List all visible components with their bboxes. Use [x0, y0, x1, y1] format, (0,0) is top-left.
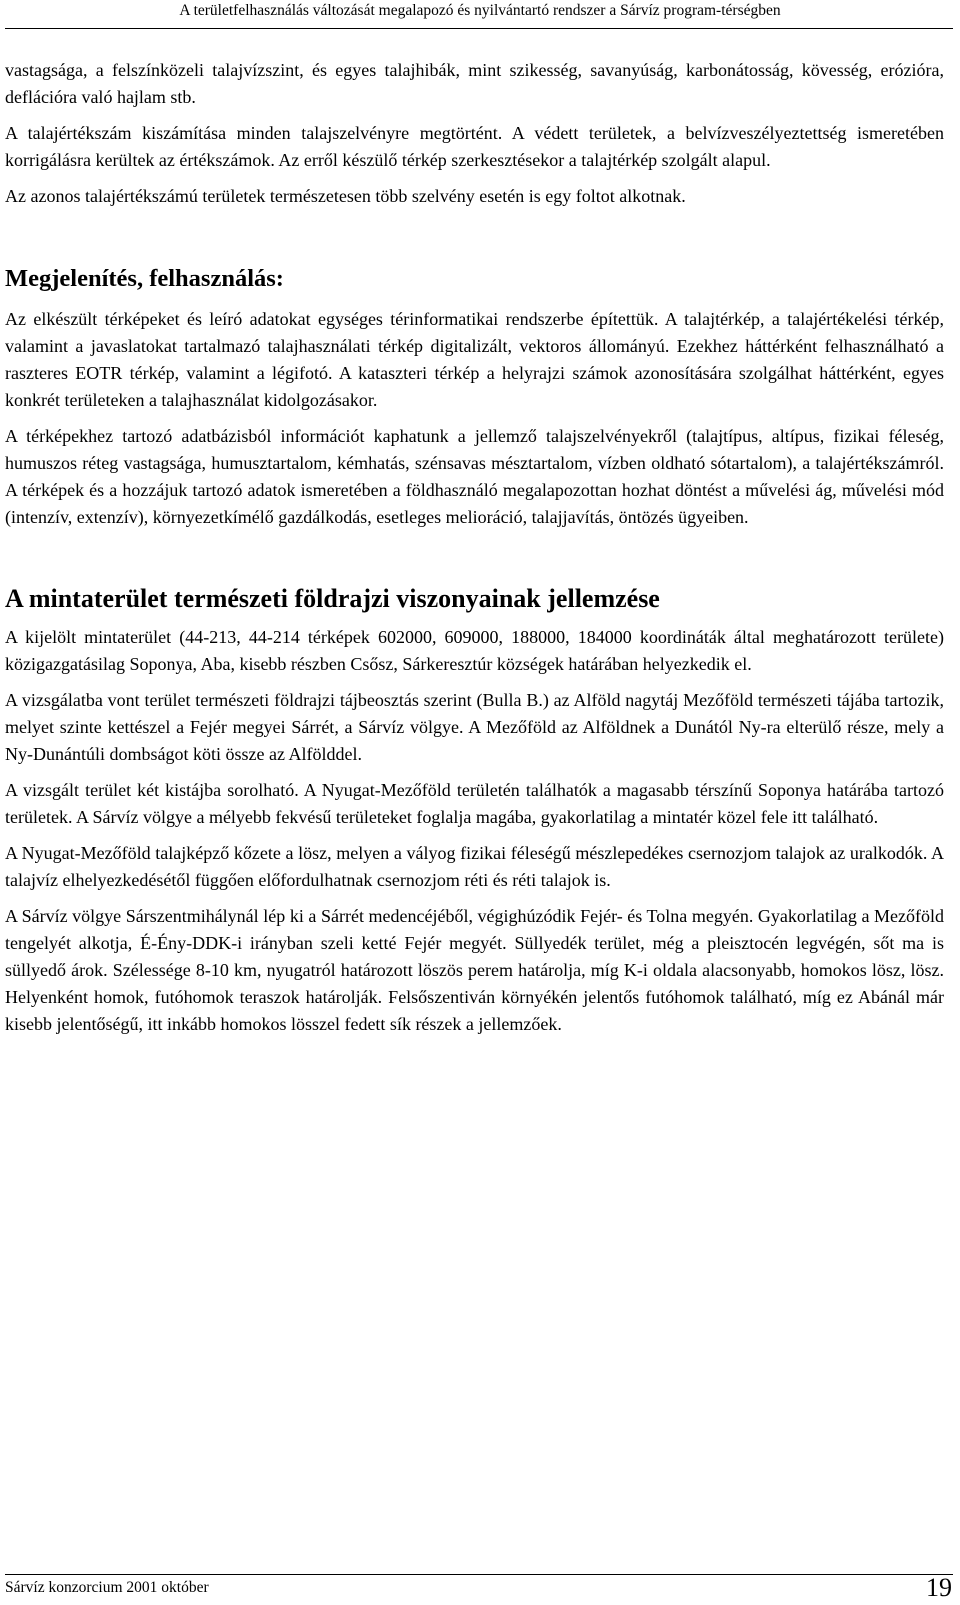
section-heading-megjelenites: Megjelenítés, felhasználás: [5, 265, 284, 292]
paragraph: Az elkészült térképeket és leíró adatokat egységes térinformatikai rendszerbe építettük. A talajtérkép, a talajértékelési térkép, valamint a javaslatokat tartalmazó talajhasználati térkép digitalizált, vektoros állományú. Ezekhez háttérként felhasználható a raszteres EOTR térkép, valamint a légifotó. A kataszteri térkép a helyrajzi számok azonosítására szolgálhat háttérként, egyes konkrét területeken a talajhasználat kidolgozásakor. [5, 309, 944, 410]
page-number: 19 [926, 1573, 952, 1602]
paragraph: A Nyugat-Mezőföld talajképző kőzete a lösz, melyen a vályog fizikai féleségű mészlepedékes csernozjom talajok az uralkodók. A talajvíz elhelyezkedésétől függően előfordulhatnak csernozjom réti és réti talajok is. [5, 843, 944, 890]
header-divider [5, 28, 953, 29]
paragraph: Az azonos talajértékszámú területek természetesen több szelvény esetén is egy foltot alkotnak. [5, 186, 686, 206]
paragraph: A talajértékszám kiszámítása minden talajszelvényre megtörtént. A védett területek, a belvízveszélyeztettség ismeretében korrigálásra kerültek az értékszámok. Az erről készülő térkép szerkesztésekor a talajtérkép szolgált alapul. [5, 123, 944, 170]
paragraph: A Sárvíz völgye Sárszentmihálynál lép ki a Sárrét medencéjéből, végighúzódik Fejér- és Tolna megyén. Gyakorlatilag a Mezőföld tengelyét alkotja, É-Ény-DDK-i irányban szeli ketté Fejér megyét. Süllyedék terület, még a pleisztocén legvégén, sőt ma is süllyedő árok. Szélessége 8-10 km, nyugatról határozott löszös perem határolja, míg K-i oldala alacsonyabb, homokos lösz, lösz. Helyenként homok, futóhomok teraszok határolják. Felsőszentiván környékén jelentős futóhomok található, míg ez Abánál már kisebb jelentőségű, itt inkább homokos lösszel fedett sík részek a jellemzőek. [5, 906, 944, 1034]
paragraph: A kijelölt mintaterület (44-213, 44-214 térképek 602000, 609000, 188000, 184000 koordináták által meghatározott területe) közigazgatásilag Soponya, Aba, kisebb részben Csősz, Sárkeresztúr községek határában helyezkedik el. [5, 627, 944, 674]
paragraph: A térképekhez tartozó adatbázisból információt kaphatunk a jellemző talajszelvényekről (talajtípus, altípus, fizikai féleség, humuszos réteg vastagsága, humusztartalom, kémhatás, szénsavas mésztartalom, vízben oldható sótartalom), a talajértékszámról. A térképek és a hozzájuk tartozó adatok ismeretében a földhasználó megalapozottan hozhat döntést a művelési ág, művelési mód (intenzív, extenzív), környezetkímélő gazdálkodás, esetleges melioráció, talajjavítás, öntözés ügyeiben. [5, 426, 944, 527]
paragraph: A vizsgálatba vont terület természeti földrajzi tájbeosztás szerint (Bulla B.) az Alföld nagytáj Mezőföld természeti tájába tartozik, melyet szinte kettészel a Fejér megyei Sárrét, a Sárvíz völgye. A Mezőföld az Alföldnek a Dunától Ny-ra elterülő része, mely a Ny-Dunántúli dombságot köti össze az Alfölddel. [5, 690, 944, 764]
page-body [5, 57, 944, 1047]
section-heading-mintaterulet: A mintaterület természeti földrajzi viszonyainak jellemzése [5, 584, 660, 613]
footer-credit: Sárvíz konzorcium 2001 október [5, 1579, 209, 1596]
running-header: A területfelhasználás változását megalapozó és nyilvántartó rendszer a Sárvíz program-térségben [179, 2, 781, 19]
footer-divider [5, 1574, 953, 1575]
paragraph: vastagsága, a felszínközeli talajvízszint, és egyes talajhibák, mint szikesség, savanyúság, karbonátosság, kövesség, erózióra, deflációra való hajlam stb. [5, 60, 944, 107]
paragraph: A vizsgált terület két kistájba sorolható. A Nyugat-Mezőföld területén találhatók a magasabb térszínű Soponya határába tartozó területek. A Sárvíz völgye a mélyebb fekvésű területeket foglalja magába, gyakorlatilag a mintatér közel fele itt található. [5, 780, 944, 827]
